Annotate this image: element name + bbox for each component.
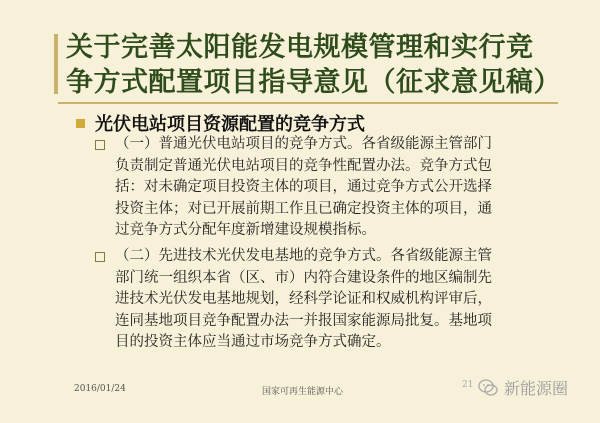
- watermark-text: 新能源圈: [504, 379, 569, 398]
- title-accent-bar: [54, 34, 58, 94]
- footer-page-number: 21: [462, 380, 474, 390]
- item-1-line-5: 过竞争方式分配年度新增建设规模指标。: [115, 222, 376, 238]
- item-1-line-3: 括：对未确定项目投资主体的项目，通过竞争方式公开选择: [115, 179, 492, 195]
- square-bullet-icon: [76, 119, 85, 128]
- title-divider: [58, 102, 558, 104]
- item-2-line-5: 目的投资主体应当通过市场竞争方式确定。: [115, 334, 391, 350]
- slide-title: [66, 30, 586, 100]
- section-bullet: [76, 110, 365, 136]
- list-item-1: [95, 134, 575, 244]
- watermark: [478, 376, 568, 399]
- footer-date: 2016/01/24: [74, 384, 126, 394]
- item-2-line-1: （二）先进技术光伏发电基地的竞争方式。各省级能源主管: [115, 248, 492, 264]
- section-heading: 光伏电站项目资源配置的竞争方式: [95, 114, 365, 135]
- list-item-2: [95, 246, 575, 356]
- item-1-line-2: 负责制定普通光伏电站项目的竞争性配置办法。竞争方式包: [115, 157, 492, 174]
- item-2-line-4: 连同基地项目竞争配置办法一并报国家能源局批复。基地项: [115, 312, 492, 329]
- hollow-square-bullet-icon: [95, 140, 105, 150]
- footer-organization: 国家可再生能源中心: [262, 387, 344, 397]
- item-2-line-3: 进技术光伏发电基地规划，经科学论证和权威机构评审后，: [115, 291, 492, 307]
- title-line-2: 争方式配置项目指导意见（征求意见稿）: [66, 67, 561, 98]
- hollow-square-bullet-icon: [95, 252, 105, 262]
- wechat-icon: [478, 379, 498, 397]
- item-1-line-4: 投资主体；对已开展前期工作且已确定投资主体的项目，通: [115, 200, 492, 217]
- item-1-line-1: （一）普通光伏电站项目的竞争方式。各省级能源主管部门: [115, 136, 492, 152]
- title-line-1: 关于完善太阳能发电规模管理和实行竞: [66, 32, 534, 63]
- item-2-line-2: 部门统一组织本省（区、市）内符合建设条件的地区编制先: [115, 269, 492, 286]
